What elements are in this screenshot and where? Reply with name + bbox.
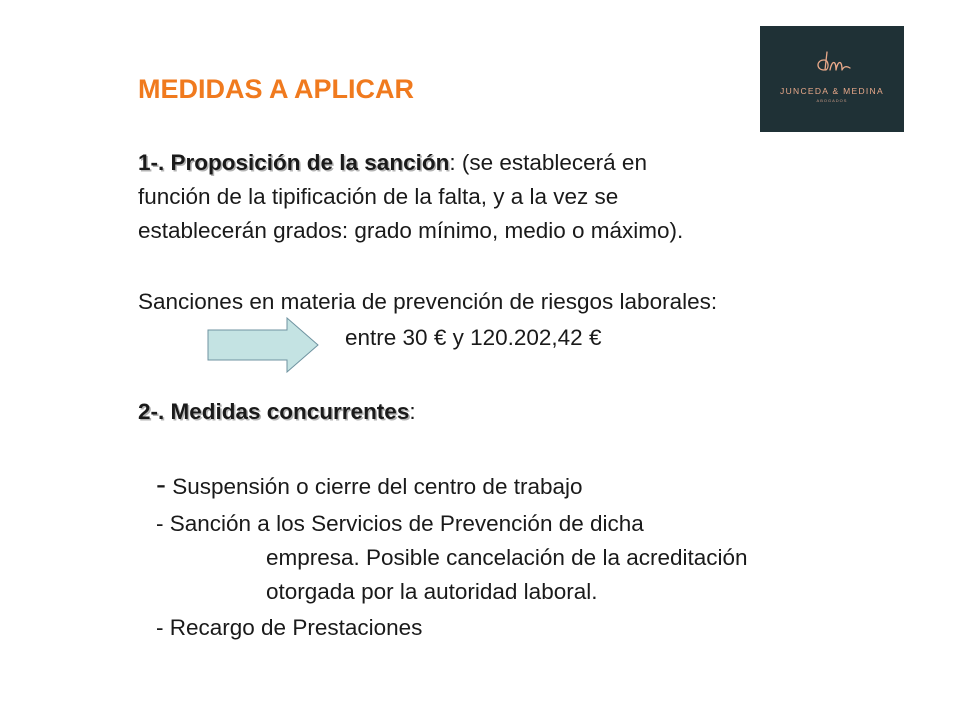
section1-colon: : [449, 150, 456, 175]
section2-heading: 2-. Medidas concurrentes [138, 399, 410, 424]
bullet-dash: - [156, 615, 164, 640]
measure-item-3-text: Recargo de Prestaciones [163, 615, 423, 640]
sanctions-range: entre 30 € y 120.202,42 € [345, 325, 602, 350]
measure-item-2-text-1: Sanción a los Servicios de Prevención de dicha [163, 511, 644, 536]
measure-item-3 [156, 611, 422, 645]
logo-sub-text: ABOGADOS [816, 98, 848, 103]
measure-item-2-text-3: otorgada por la autoridad laboral. [266, 579, 598, 604]
sanctions-line: Sanciones en materia de prevención de riesgos laborales: [138, 289, 718, 314]
section1-line1 [138, 146, 647, 180]
bullet-dash: - [156, 468, 166, 501]
company-logo [760, 26, 904, 132]
measure-item-1 [156, 468, 583, 504]
section2-line [138, 395, 416, 429]
slide-title: MEDIDAS A APLICAR [138, 74, 414, 104]
right-arrow-icon [207, 317, 319, 373]
section2-colon: : [409, 399, 416, 424]
logo-brand-text: JUNCEDA & MEDINA [780, 86, 884, 96]
section1-heading: 1-. Proposición de la sanción [138, 150, 450, 175]
measure-item-2-text-2: empresa. Posible cancelación de la acreditación [266, 545, 748, 570]
section1-text-3: establecerán grados: grado mínimo, medio o máximo). [138, 218, 684, 243]
logo-monogram-icon [812, 48, 854, 80]
bullet-dash: - [156, 511, 164, 536]
measure-item-1-text: Suspensión o cierre del centro de trabajo [166, 474, 583, 499]
section1-text-1: (se establecerá en [455, 150, 647, 175]
section1-text-2: función de la tipificación de la falta, y a la vez se [138, 184, 619, 209]
measure-item-2 [156, 507, 644, 541]
